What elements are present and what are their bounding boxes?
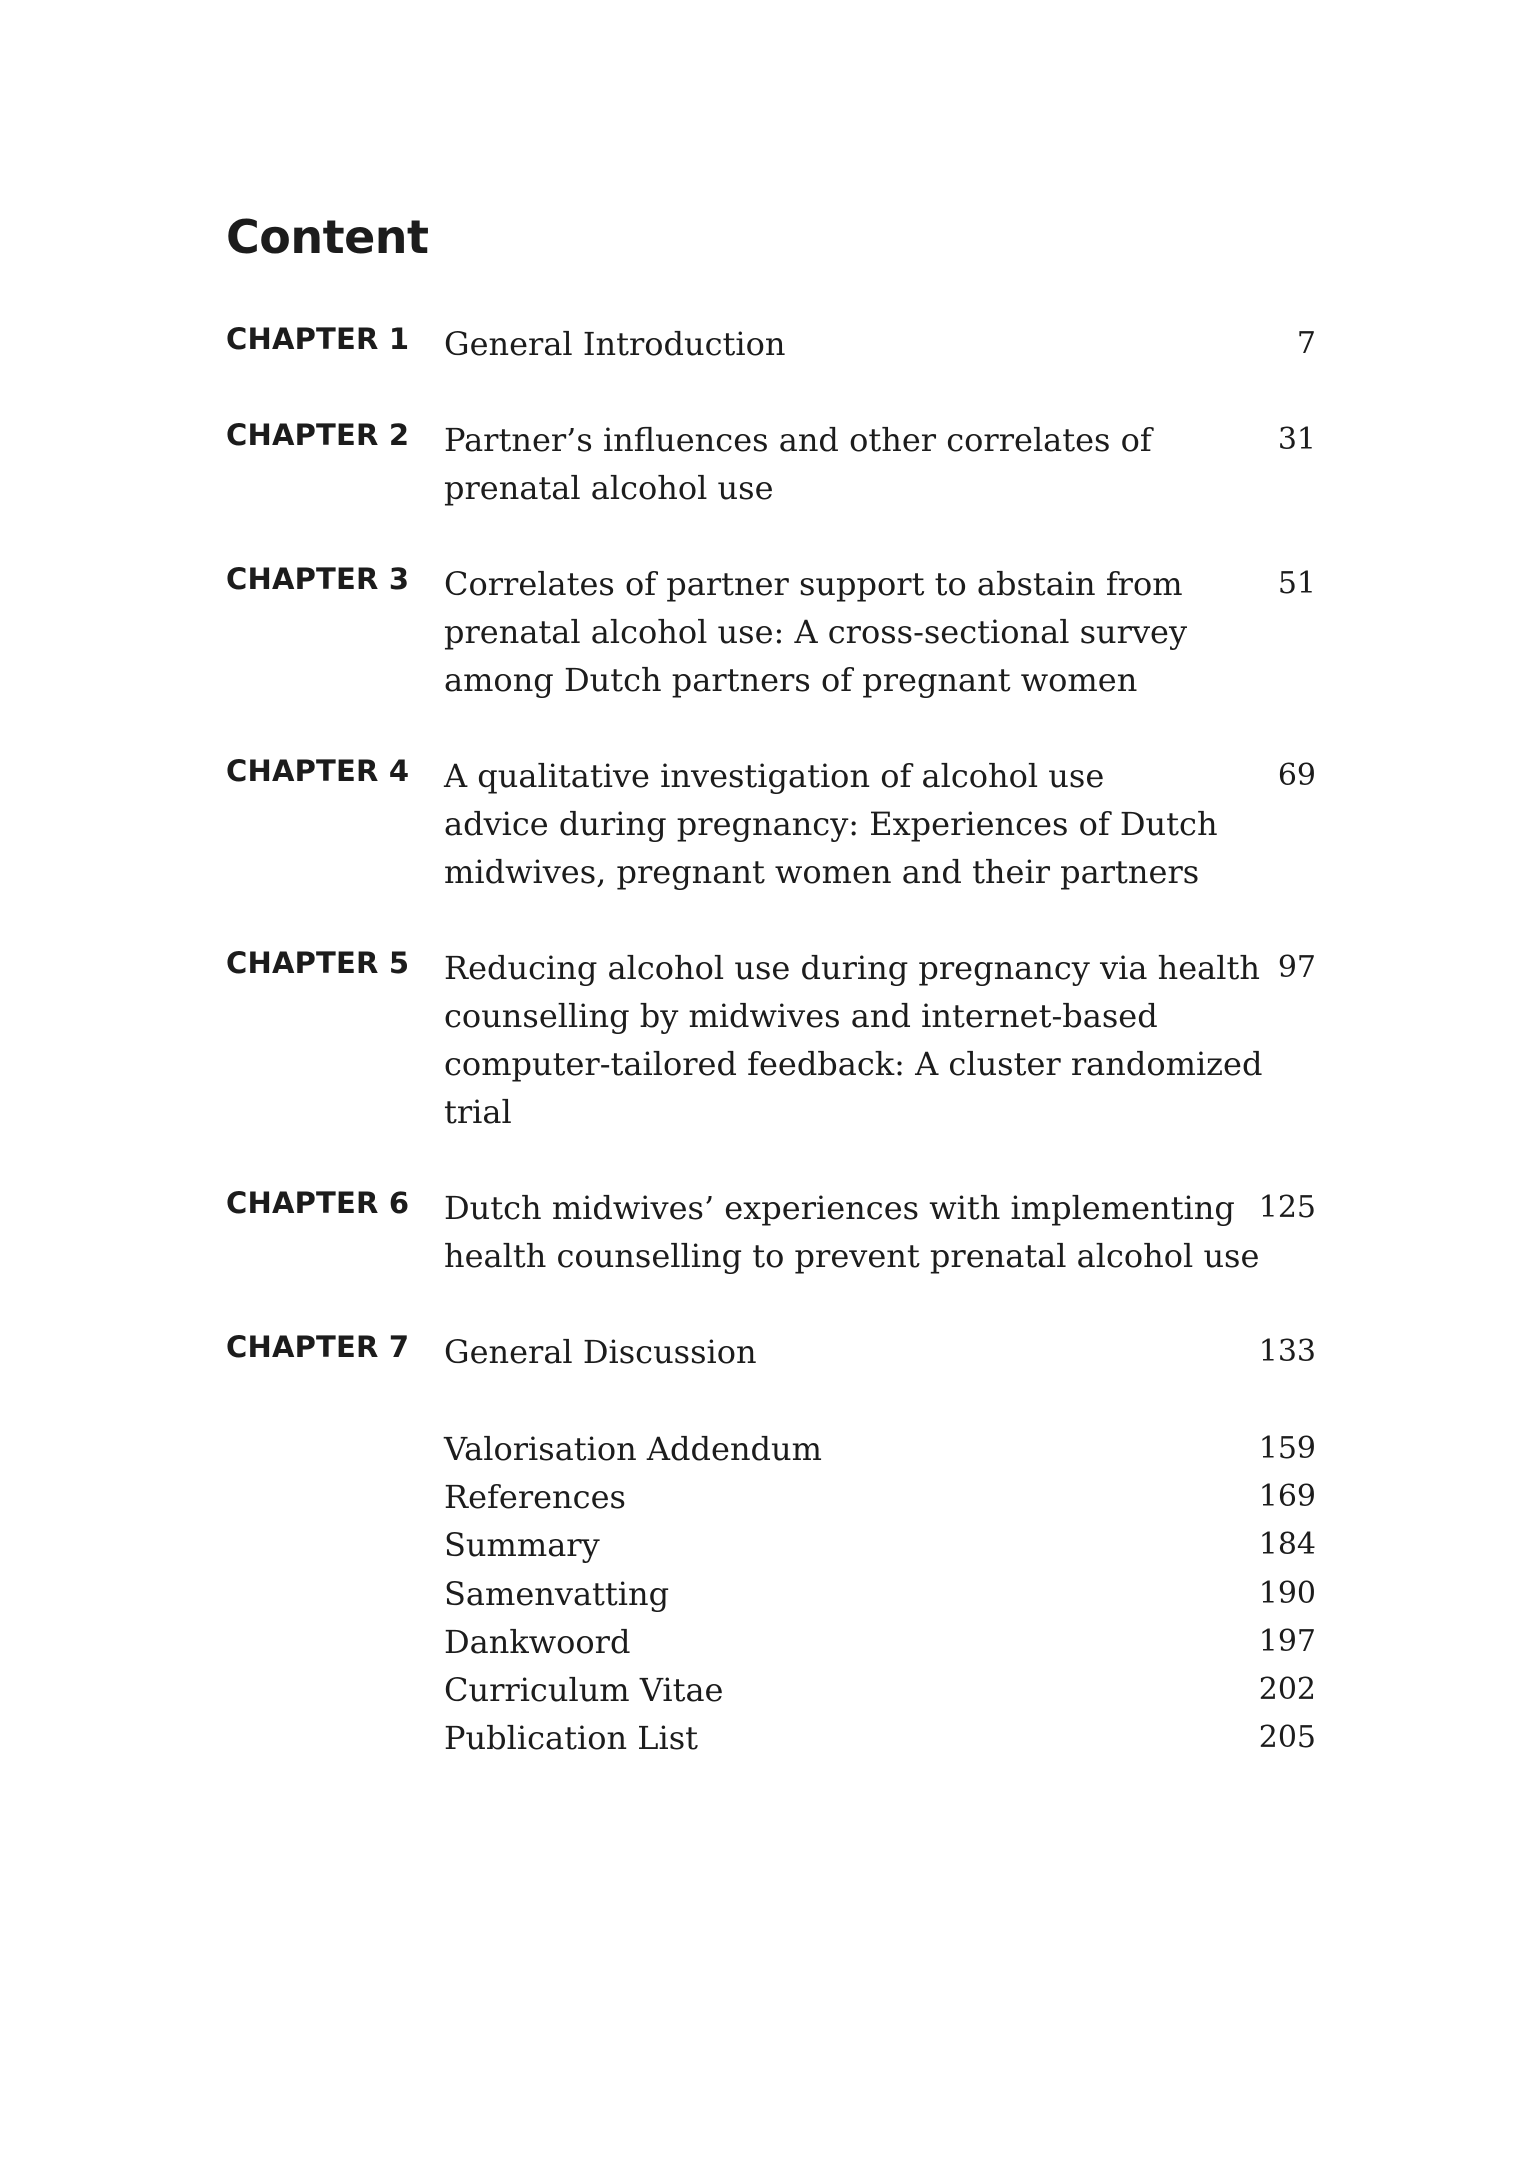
page-number: 125 bbox=[1258, 1190, 1316, 1225]
toc-entry-chapter-4[interactable] bbox=[226, 752, 1316, 902]
back-matter-title: Dankwoord bbox=[444, 1622, 631, 1661]
chapter-title-line: computer-tailored feedback: A cluster randomized bbox=[444, 1045, 1263, 1083]
back-matter-title: Summary bbox=[444, 1526, 600, 1565]
chapter-label: CHAPTER 1 bbox=[226, 322, 410, 356]
chapter-title-line: General Introduction bbox=[444, 325, 786, 363]
chapter-title-line: A qualitative investigation of alcohol use bbox=[444, 757, 1105, 795]
page-number: 205 bbox=[1258, 1720, 1316, 1756]
page-title: Content bbox=[226, 210, 429, 264]
page-number: 51 bbox=[1277, 566, 1316, 601]
page-number: 31 bbox=[1277, 422, 1316, 457]
chapter-title bbox=[444, 752, 1244, 896]
page-number: 197 bbox=[1258, 1623, 1316, 1659]
chapter-title-line: trial bbox=[444, 1093, 512, 1131]
chapter-label: CHAPTER 5 bbox=[226, 946, 410, 980]
chapter-label: CHAPTER 6 bbox=[226, 1186, 410, 1220]
page-number: 169 bbox=[1258, 1479, 1316, 1515]
page-number: 190 bbox=[1258, 1575, 1316, 1611]
chapter-title-line: General Discussion bbox=[444, 1333, 757, 1371]
back-matter-item[interactable] bbox=[226, 1714, 1316, 1762]
chapter-label: CHAPTER 3 bbox=[226, 562, 410, 596]
chapter-title bbox=[444, 944, 1263, 1136]
back-matter-title: Samenvatting bbox=[444, 1574, 670, 1613]
chapter-title bbox=[444, 1328, 1244, 1376]
page-number: 202 bbox=[1258, 1671, 1316, 1707]
back-matter-title: Valorisation Addendum bbox=[444, 1430, 822, 1468]
chapter-label: CHAPTER 4 bbox=[226, 754, 410, 788]
page-number: 7 bbox=[1296, 326, 1316, 361]
chapter-title-line: midwives, pregnant women and their partners bbox=[444, 853, 1200, 891]
toc-entry-chapter-3[interactable] bbox=[226, 560, 1316, 710]
chapter-title bbox=[444, 1184, 1260, 1280]
back-matter-item[interactable] bbox=[226, 1521, 1316, 1569]
back-matter-item[interactable] bbox=[226, 1570, 1316, 1618]
chapter-title-line: Reducing alcohol use during pregnancy via health bbox=[444, 949, 1260, 987]
back-matter-title: Publication List bbox=[444, 1719, 698, 1758]
page-number: 69 bbox=[1277, 758, 1316, 793]
chapter-title bbox=[444, 560, 1244, 704]
chapter-title bbox=[444, 416, 1244, 512]
back-matter-item[interactable] bbox=[226, 1666, 1316, 1714]
chapter-title bbox=[444, 320, 1244, 368]
chapter-title-line: prenatal alcohol use: A cross-sectional survey bbox=[444, 613, 1188, 651]
chapter-title-line: Correlates of partner support to abstain from bbox=[444, 565, 1183, 603]
chapter-label: CHAPTER 7 bbox=[226, 1330, 410, 1364]
page-number: 159 bbox=[1258, 1431, 1316, 1466]
chapter-title-line: Dutch midwives’ experiences with implementing bbox=[444, 1189, 1235, 1227]
page-number: 97 bbox=[1277, 950, 1316, 985]
back-matter-title: Curriculum Vitae bbox=[444, 1670, 724, 1709]
chapter-title-line: advice during pregnancy: Experiences of Dutch bbox=[444, 805, 1218, 843]
back-matter-list bbox=[226, 1425, 1316, 1762]
back-matter-item[interactable] bbox=[226, 1473, 1316, 1521]
back-matter-title: References bbox=[444, 1478, 626, 1517]
chapter-title-line: counselling by midwives and internet-based bbox=[444, 997, 1158, 1035]
chapter-label: CHAPTER 2 bbox=[226, 418, 410, 452]
page-number: 133 bbox=[1258, 1334, 1316, 1369]
back-matter-item[interactable] bbox=[226, 1618, 1316, 1666]
toc-entry-chapter-5[interactable] bbox=[226, 944, 1316, 1144]
chapter-title-line: Partner’s influences and other correlates of bbox=[444, 421, 1152, 459]
toc-entry-chapter-2[interactable] bbox=[226, 416, 1316, 566]
chapter-title-line: prenatal alcohol use bbox=[444, 469, 774, 507]
chapter-title-line: health counselling to prevent prenatal alcohol use bbox=[444, 1237, 1260, 1275]
toc-entry-chapter-7[interactable] bbox=[226, 1328, 1316, 1388]
chapter-title-line: among Dutch partners of pregnant women bbox=[444, 661, 1138, 699]
back-matter-item[interactable] bbox=[226, 1425, 1316, 1473]
toc-entry-chapter-6[interactable] bbox=[226, 1184, 1316, 1334]
page-number: 184 bbox=[1258, 1527, 1316, 1563]
